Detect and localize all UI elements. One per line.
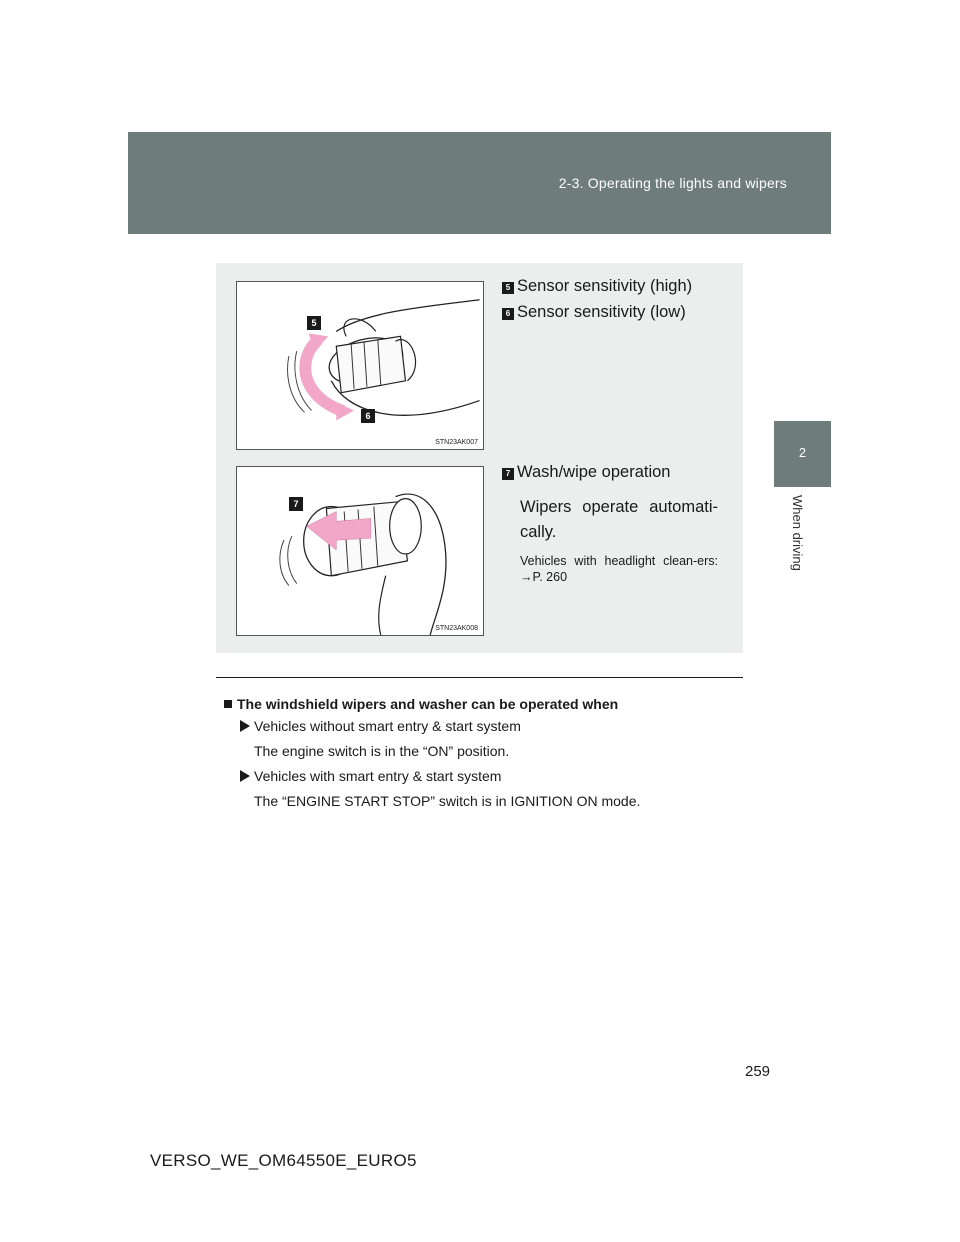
square-bullet-icon — [224, 700, 232, 708]
legend-text-7: Wash/wipe operation — [517, 463, 671, 481]
figure-sensor-sensitivity — [236, 281, 484, 450]
legend-item-7 — [502, 459, 670, 485]
operation-note — [224, 694, 744, 814]
figure-wash-wipe — [236, 466, 484, 636]
hand-lever-illustration-1 — [237, 282, 483, 449]
callout-badge-5: 5 — [307, 316, 321, 330]
triangle-bullet-icon — [240, 720, 250, 732]
legend-text-5: Sensor sensitivity (high) — [517, 277, 693, 295]
page-number: 259 — [745, 1063, 771, 1080]
legend-group-2 — [502, 459, 670, 485]
figure-code: STN23AK007 — [435, 439, 478, 446]
chapter-number: 2 — [798, 445, 807, 460]
header-band — [128, 132, 831, 234]
legend-text-6: Sensor sensitivity (low) — [517, 303, 686, 321]
note-heading: The windshield wipers and washer can be operated when — [224, 694, 744, 714]
legend-item-5 — [502, 273, 692, 299]
note-line: Vehicles with smart entry & start system — [224, 764, 744, 789]
callout-badge-7: 7 — [289, 497, 303, 511]
legend-note-7: Vehicles with headlight clean-ers: →P. 260 — [520, 554, 718, 584]
legend-description-7: Wipers operate automati-cally. — [520, 498, 718, 541]
document-code: VERSO_WE_OM64550E_EURO5 — [150, 1151, 417, 1170]
legend-group-1 — [502, 273, 692, 325]
legend-badge-7: 7 — [502, 468, 514, 480]
callout-badge-6: 6 — [361, 409, 375, 423]
legend-badge-5: 5 — [502, 282, 514, 294]
chapter-label: When driving — [790, 495, 805, 571]
section-title: 2-3. Operating the lights and wipers — [558, 175, 787, 191]
triangle-bullet-icon — [240, 770, 250, 782]
note-line: The “ENGINE START STOP” switch is in IGNITION ON mode. — [254, 793, 641, 809]
chapter-tab — [774, 421, 831, 487]
legend-item-6 — [502, 299, 692, 325]
section-divider — [216, 677, 743, 678]
illustration-panel — [216, 263, 743, 653]
figure-code: STN23AK008 — [435, 625, 478, 632]
note-line: The engine switch is in the “ON” position. — [254, 743, 510, 759]
legend-badge-6: 6 — [502, 308, 514, 320]
note-line: Vehicles without smart entry & start system — [224, 714, 744, 739]
hand-lever-illustration-2 — [237, 467, 483, 635]
